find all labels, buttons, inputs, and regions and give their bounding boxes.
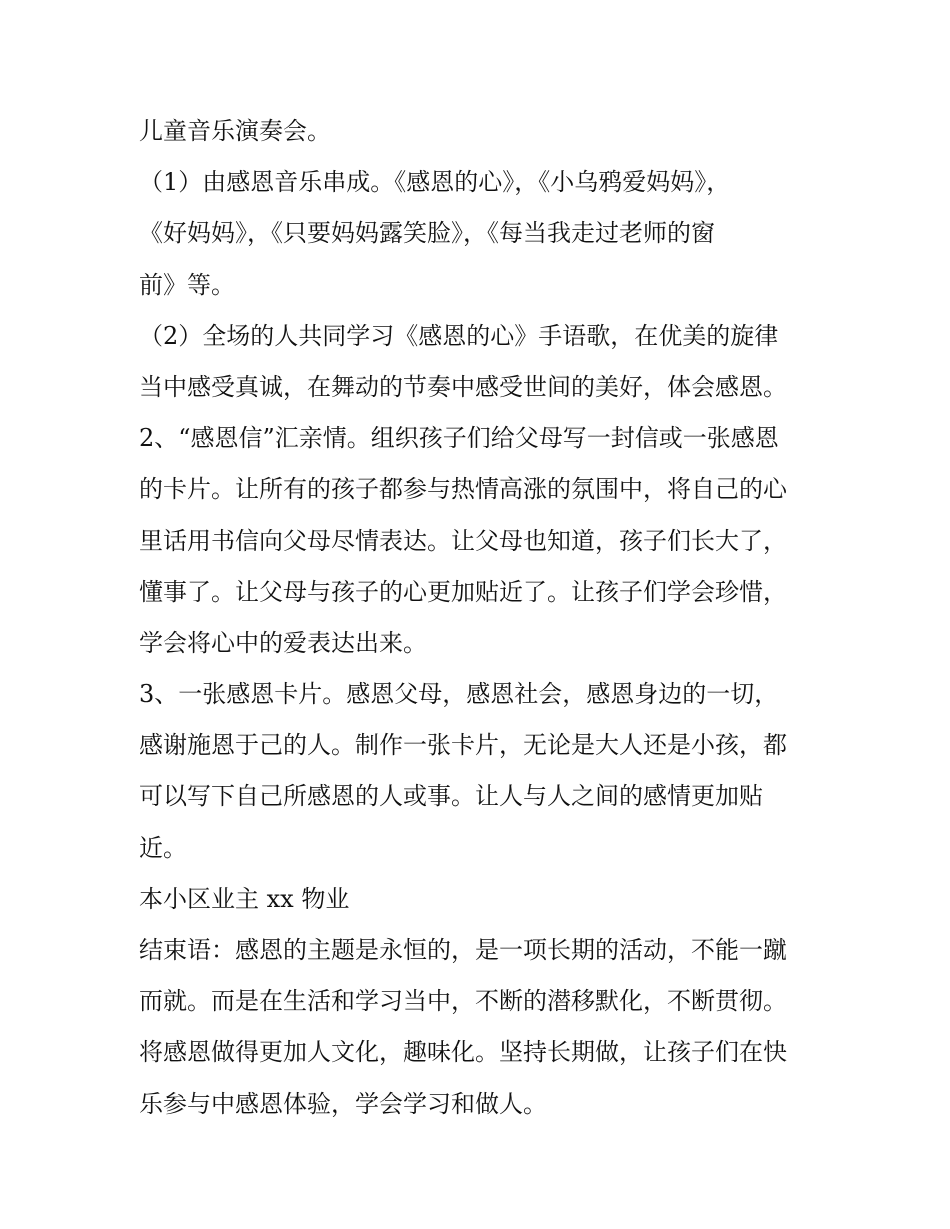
text-line: 2、“感恩信”汇亲情。组织孩子们给父母写一封信或一张感恩 — [139, 424, 779, 453]
text-line: 乐参与中感恩体验，学会学习和做人。 — [139, 1089, 547, 1118]
text-line: 将感恩做得更加人文化，趣味化。坚持长期做，让孩子们在快 — [139, 1038, 787, 1067]
text-line: （2）全场的人共同学习《感恩的心》手语歌，在优美的旋律 — [139, 321, 779, 350]
text-line: 当中感受真诚，在舞动的节奏中感受世间的美好，体会感恩。 — [139, 372, 787, 401]
text-line: 《好妈妈》，《只要妈妈露笑脸》，《每当我走过老师的窗 — [139, 219, 715, 248]
text-line: 而就。而是在生活和学习当中，不断的潜移默化，不断贯彻。 — [139, 987, 787, 1016]
text-line: 懂事了。让父母与孩子的心更加贴近了。让孩子们学会珍惜， — [139, 577, 787, 606]
document-body — [139, 106, 819, 1130]
text-line: 可以写下自己所感恩的人或事。让人与人之间的感情更加贴 — [139, 782, 763, 811]
text-line: （1）由感恩音乐串成。《感恩的心》，《小乌鸦爱妈妈》， — [139, 168, 731, 197]
signature-line: 本小区业主 xx 物业 — [139, 884, 350, 913]
text-line: 近。 — [139, 833, 187, 862]
text-line: 3、一张感恩卡片。感恩父母，感恩社会，感恩身边的一切， — [139, 680, 779, 709]
text-line: 儿童音乐演奏会。 — [139, 117, 331, 145]
text-line: 前》等。 — [139, 270, 235, 299]
text-line: 感谢施恩于己的人。制作一张卡片，无论是大人还是小孩，都 — [139, 731, 787, 760]
text-line: 结束语：感恩的主题是永恒的，是一项长期的活动，不能一蹴 — [139, 936, 787, 964]
text-line: 的卡片。让所有的孩子都参与热情高涨的氛围中，将自己的心 — [139, 475, 787, 504]
text-line: 学会将心中的爱表达出来。 — [139, 628, 427, 657]
text-line: 里话用书信向父母尽情表达。让父母也知道，孩子们长大了， — [139, 526, 787, 555]
